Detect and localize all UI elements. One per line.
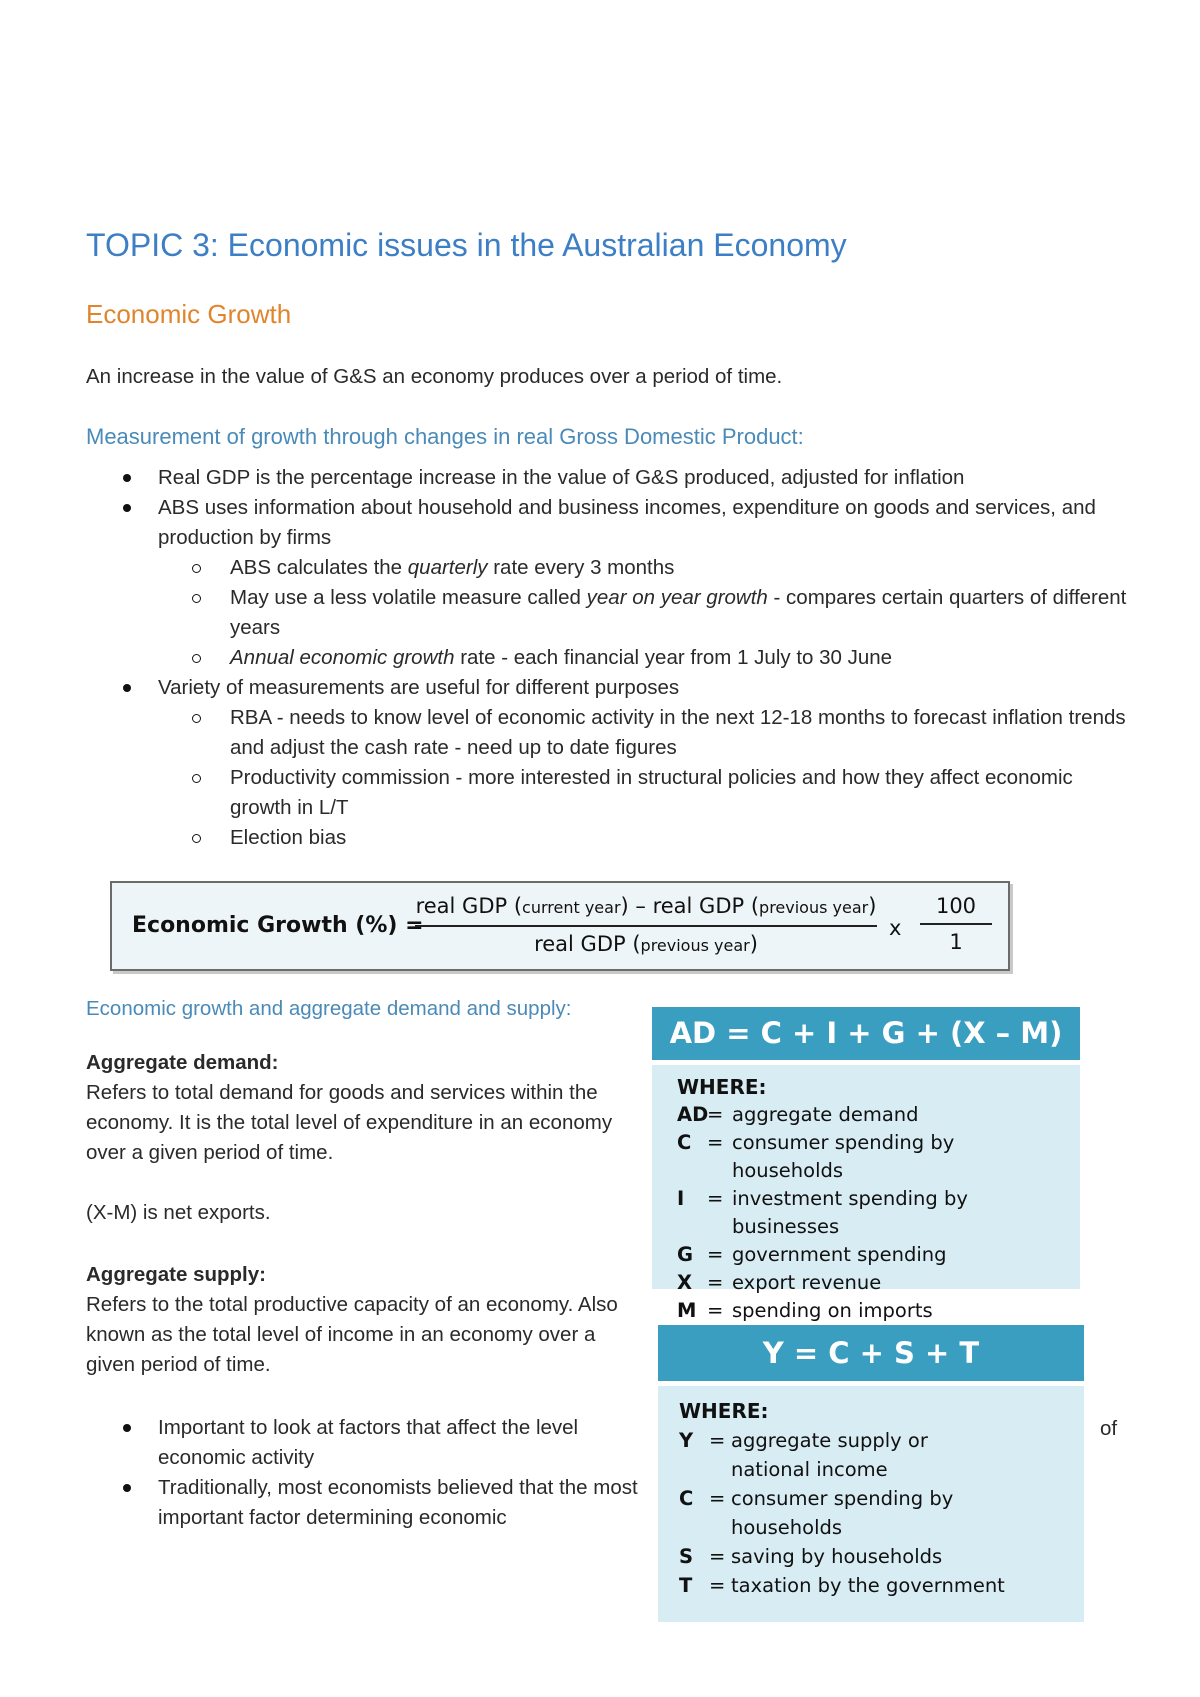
measurement-list bbox=[86, 463, 1136, 853]
times-sign: x bbox=[889, 916, 902, 940]
sub-list-item: RBA - needs to know level of economic activity in the next 12-18 months to forecast inflation trends and adjust the cash rate - need up to date figures bbox=[158, 703, 1136, 763]
aggregate-demand-block bbox=[86, 1048, 646, 1168]
section-heading: Economic Growth bbox=[86, 299, 292, 329]
list-item-text: Variety of measurements are useful for different purposes bbox=[158, 676, 680, 699]
ad-def-row: X = export revenue bbox=[677, 1271, 882, 1294]
aggregate-supply-text: Refers to the total productive capacity of an economy. Also known as the total level of income in an economy over a given period of time. bbox=[86, 1293, 618, 1376]
sub-list-item: ABS calculates the quarterly rate every 3 months bbox=[158, 553, 1136, 583]
ad-def-row: I = investment spending by businesses bbox=[677, 1187, 968, 1238]
sub-list-item: May use a less volatile measure called year on year growth - compares certain quarters of different years bbox=[158, 583, 1136, 643]
measurement-heading: Measurement of growth through changes in real Gross Domestic Product: bbox=[86, 424, 804, 449]
list-item bbox=[86, 493, 1136, 673]
sub-list-item: Annual economic growth rate - each financial year from 1 July to 30 June bbox=[158, 643, 1136, 673]
y-equation-panel bbox=[658, 1325, 1084, 1622]
formula-denominator: real GDP (previous year) bbox=[534, 932, 758, 956]
list-item bbox=[86, 463, 1136, 493]
net-exports-note: (X-M) is net exports. bbox=[86, 1201, 271, 1224]
aggregate-supply-label: Aggregate supply: bbox=[86, 1263, 266, 1286]
economic-growth-formula bbox=[110, 881, 1010, 971]
sub-list-item: Election bias bbox=[158, 823, 1136, 853]
formula-percent-fraction: 100 1 bbox=[920, 891, 992, 957]
aggregate-demand-label: Aggregate demand: bbox=[86, 1051, 279, 1074]
sub-list bbox=[158, 703, 1136, 853]
formula-numerator: real GDP (current year) – real GDP (previous year) bbox=[415, 894, 877, 918]
wrapped-word-of: of bbox=[1100, 1417, 1118, 1440]
ad-def-row: C = consumer spending by households bbox=[677, 1131, 955, 1182]
ad-def-row: AD = aggregate demand bbox=[677, 1103, 919, 1126]
page-title: TOPIC 3: Economic issues in the Australian Economy bbox=[86, 227, 847, 263]
aggregate-demand-text: Refers to total demand for goods and services within the economy. It is the total level of expenditure in an economy over a given period of time. bbox=[86, 1081, 613, 1164]
ad-as-heading: Economic growth and aggregate demand and supply: bbox=[86, 997, 572, 1020]
formula-main-fraction bbox=[415, 891, 877, 961]
ad-def-row: G = government spending bbox=[677, 1243, 947, 1266]
ad-as-bullets bbox=[86, 1413, 666, 1533]
formula-label: Economic Growth (%) = bbox=[132, 913, 424, 938]
ad-equation: AD = C + I + G + (X – M) bbox=[652, 1007, 1080, 1065]
sub-list-item: Productivity commission - more interested in structural policies and how they affect economic growth in L/T bbox=[158, 763, 1136, 823]
ad-where-label: WHERE: bbox=[677, 1075, 767, 1099]
economic-growth-definition: An increase in the value of G&S an economy produces over a period of time. bbox=[86, 365, 783, 388]
list-item-text: ABS uses information about household and business incomes, expenditure on goods and services, and production by firms bbox=[158, 496, 1096, 549]
aggregate-supply-block bbox=[86, 1260, 646, 1380]
ad-def-row: M = spending on imports bbox=[677, 1299, 933, 1322]
y-definitions bbox=[658, 1386, 1084, 1600]
y-where-label: WHERE: bbox=[679, 1399, 769, 1423]
list-item: Traditionally, most economists believed that the most important factor determining economic bbox=[86, 1473, 666, 1533]
ad-equation-panel bbox=[652, 1007, 1080, 1322]
y-def-row: C = consumer spending by households bbox=[679, 1487, 954, 1539]
fraction-bar bbox=[920, 923, 992, 925]
list-item: Important to look at factors that affect the level economic activity bbox=[86, 1413, 666, 1473]
y-def-row: S = saving by households bbox=[679, 1545, 943, 1568]
y-def-row: Y = aggregate supply or national income bbox=[679, 1429, 928, 1481]
y-equation: Y = C + S + T bbox=[658, 1325, 1084, 1386]
ad-definitions bbox=[652, 1065, 1080, 1325]
sub-list bbox=[158, 553, 1136, 673]
fraction-bar bbox=[415, 925, 877, 927]
y-def-row: T = taxation by the government bbox=[679, 1574, 1005, 1597]
list-item-text: Real GDP is the percentage increase in the value of G&S produced, adjusted for inflation bbox=[158, 466, 965, 489]
list-item bbox=[86, 673, 1136, 853]
